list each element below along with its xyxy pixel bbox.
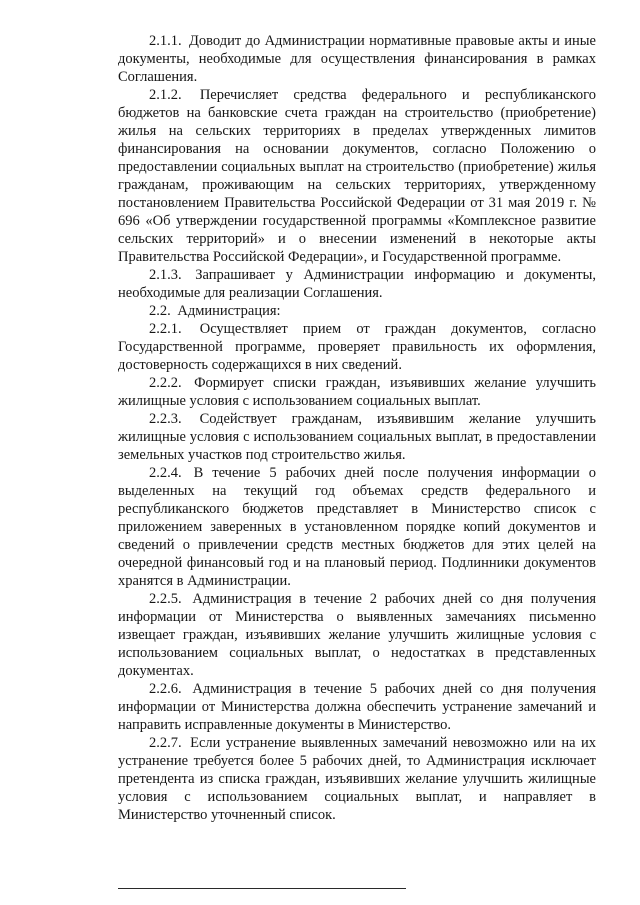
paragraph-2-2-1 (118, 320, 596, 374)
paragraph-number: 2.2.4. (149, 465, 182, 481)
paragraph-2-2-3 (118, 410, 596, 464)
footnote-divider (118, 888, 406, 889)
paragraph-number: 2.2.7. (149, 735, 182, 751)
paragraph-2-1-2 (118, 86, 596, 266)
paragraph-text: Администрация в течение 5 рабочих дней со дня получения информации от Министерства должна обеспечить устранение замечаний и направить исправленные документы в Министерство. (118, 681, 597, 733)
paragraph-number: 2.2.3. (149, 411, 182, 427)
paragraph-text: Формирует списки граждан, изъявивших желание улучшить жилищные условия с использованием социальных выплат. (118, 375, 597, 409)
paragraph-2-2 (118, 302, 596, 320)
paragraph-2-2-4 (118, 464, 596, 590)
paragraph-number: 2.1.3. (149, 267, 182, 283)
paragraph-text: Доводит до Администрации нормативные правовые акты и иные документы, необходимые для осуществления финансирования в рамках Соглашения. (118, 33, 596, 85)
paragraph-text: Осуществляет прием от граждан документов, согласно Государственной программе, проверяет правильность их оформления, достоверность содержащихся в них сведений. (118, 321, 596, 373)
paragraph-text: В течение 5 рабочих дней после получения информации о выделенных на текущий год объемах средств федерального и республиканского бюджетов представляет в Министерство список с приложением заверенных в установленном порядке копий документов и сведений о привлечении средств местных бюджетов для этих целей на очередной финансовый год и на плановый период. Подлинники документов хранятся в Администрации. (118, 465, 596, 589)
paragraph-2-2-6 (118, 680, 596, 734)
paragraph-text: Перечисляет средства федерального и республиканского бюджетов на банковские счета граждан на строительство (приобретение) жилья на сельских территориях в пределах утвержденных лимитов финансирования на основании документов, согласно Положению о предоставлении социальных выплат на строительство (приобретение) жилья гражданам, проживающим на сельских территориях, утвержденному постановлением Правительства Российской Федерации от 31 мая 2019 г. № 696 «Об утверждении государственной программы «Комплексное развитие сельских территорий» и о внесении изменений в некоторые акты Правительства Российской Федерации», и Государственной программе. (118, 87, 596, 265)
paragraph-2-2-5 (118, 590, 596, 680)
paragraph-text: Запрашивает у Администрации информацию и документы, необходимые для реализации Соглашения. (118, 267, 596, 301)
paragraph-number: 2.1.1. (149, 33, 182, 49)
paragraph-2-1-1 (118, 32, 596, 86)
paragraph-number: 2.2.2. (149, 375, 182, 391)
paragraph-2-2-7 (118, 734, 596, 824)
paragraph-number: 2.2. (149, 303, 171, 319)
paragraph-number: 2.2.6. (149, 681, 182, 697)
paragraph-text: Если устранение выявленных замечаний невозможно или на их устранение требуется более 5 рабочих дней, то Администрация исключает претендента из списка граждан, изъявивших желание улучшить жилищные условия с использованием социальных выплат, и направляет в Министерство уточненный список. (118, 735, 596, 823)
document-body (118, 32, 596, 824)
paragraph-number: 2.2.5. (149, 591, 182, 607)
paragraph-text: Администрация: (177, 303, 281, 319)
paragraph-text: Содействует гражданам, изъявившим желание улучшить жилищные условия с использованием социальных выплат, в предоставлении земельных участков под строительство жилья. (118, 411, 596, 463)
paragraph-number: 2.2.1. (149, 321, 182, 337)
paragraph-2-1-3 (118, 266, 596, 302)
paragraph-text: Администрация в течение 2 рабочих дней со дня получения информации от Министерства о выявленных замечаниях письменно извещает граждан, изъявивших желание улучшить жилищные условия с использованием социальных выплат, о недостатках в представленных документах. (118, 591, 597, 679)
paragraph-2-2-2 (118, 374, 596, 410)
paragraph-number: 2.1.2. (149, 87, 182, 103)
